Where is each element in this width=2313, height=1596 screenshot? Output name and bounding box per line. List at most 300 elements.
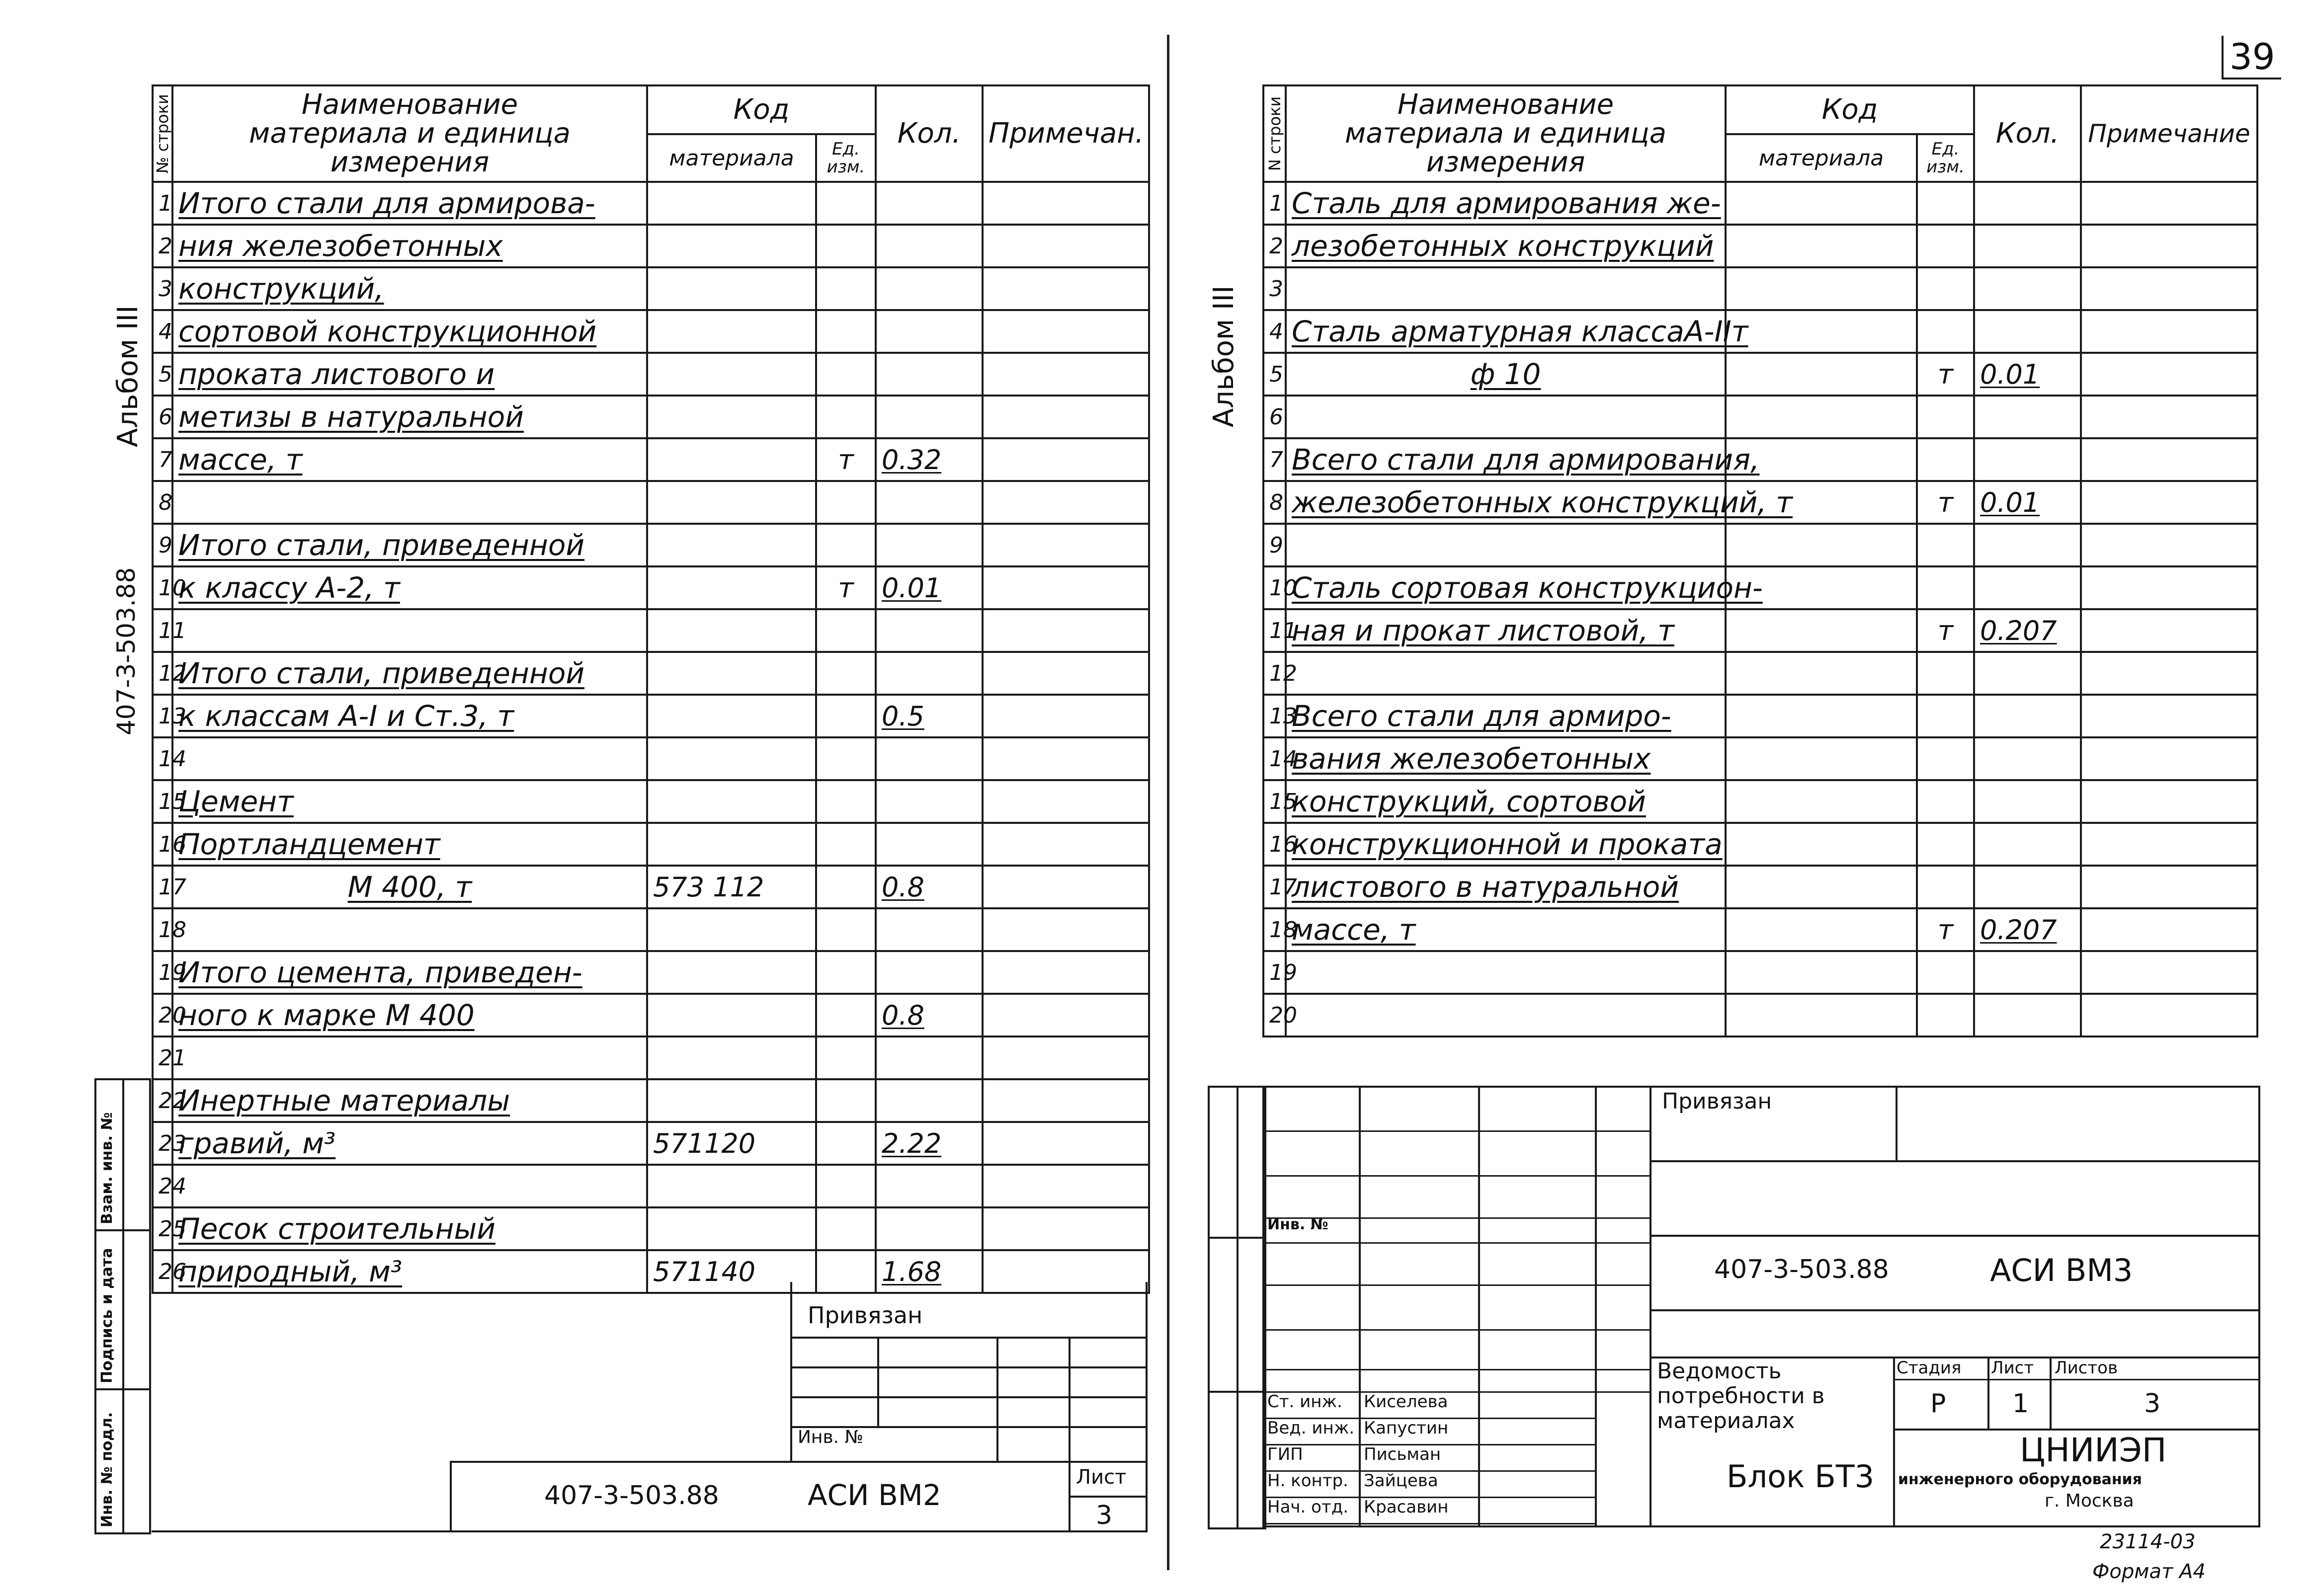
col-header-code-unit: Ед. изм. — [816, 134, 876, 182]
material-code — [1726, 908, 1917, 951]
note — [2081, 310, 2257, 353]
quantity — [1974, 310, 2081, 353]
row-number: 14 — [153, 737, 172, 780]
unit-of-measure — [816, 780, 876, 823]
quantity: 0.207 — [1974, 908, 2081, 951]
material-name: природный, м³ — [172, 1250, 647, 1293]
table-row — [1263, 695, 2257, 737]
row-number: 13 — [153, 695, 172, 737]
privyazan-label: Привязан — [808, 1302, 923, 1329]
material-code — [647, 780, 816, 823]
org-city: г. Москва — [2045, 1491, 2134, 1511]
row-number: 14 — [1263, 737, 1286, 780]
left-table-body — [153, 182, 1149, 1293]
material-name — [1286, 994, 1726, 1037]
material-name: Песок строительный — [172, 1207, 647, 1250]
quantity — [876, 1079, 983, 1122]
row-number: 18 — [153, 908, 172, 951]
row-number: 8 — [1263, 481, 1286, 524]
material-code — [647, 1165, 816, 1207]
material-name: гравий, м³ — [172, 1122, 647, 1165]
col-header-note-right: Примечание — [2081, 85, 2257, 182]
table-row — [153, 353, 1149, 396]
note — [983, 1165, 1149, 1207]
unit-of-measure: т — [1917, 908, 1974, 951]
document-title: Ведомость потребности в материалах — [1657, 1358, 1825, 1434]
material-code — [1726, 823, 1917, 866]
unit-of-measure — [1917, 823, 1974, 866]
unit-of-measure — [816, 994, 876, 1037]
note — [983, 609, 1149, 652]
row-number: 7 — [1263, 438, 1286, 481]
note — [2081, 225, 2257, 267]
material-name: массе, т — [1286, 908, 1726, 951]
row-number: 26 — [153, 1250, 172, 1293]
unit-of-measure — [1917, 780, 1974, 823]
table-row — [153, 737, 1149, 780]
material-code — [647, 1037, 816, 1079]
row-number: 15 — [153, 780, 172, 823]
table-row — [153, 695, 1149, 737]
privyazan-label-right: Привязан — [1662, 1089, 1772, 1114]
unit-of-measure — [816, 396, 876, 438]
sheet-label-right: Лист — [1991, 1358, 2034, 1378]
quantity: 0.01 — [876, 566, 983, 609]
table-row — [153, 267, 1149, 310]
table-row — [1263, 866, 2257, 908]
material-name: Сталь для армирования же- — [1286, 182, 1726, 225]
quantity — [876, 951, 983, 994]
unit-of-measure — [816, 951, 876, 994]
table-row — [1263, 994, 2257, 1037]
note — [983, 267, 1149, 310]
material-code — [647, 652, 816, 695]
quantity — [876, 225, 983, 267]
material-code — [647, 481, 816, 524]
quantity: 2.22 — [876, 1122, 983, 1165]
material-name: конструкционной и проката — [1286, 823, 1726, 866]
material-name: лезобетонных конструкций — [1286, 225, 1726, 267]
material-name — [172, 1165, 647, 1207]
row-number: 19 — [153, 951, 172, 994]
material-code — [647, 566, 816, 609]
quantity: 0.207 — [1974, 609, 2081, 652]
row-number: 16 — [1263, 823, 1286, 866]
material-name: конструкций, сортовой — [1286, 780, 1726, 823]
material-code — [1726, 695, 1917, 737]
quantity — [1974, 823, 2081, 866]
row-number: 12 — [153, 652, 172, 695]
right-sheet — [1158, 0, 2313, 1596]
material-name: Всего стали для армирования, — [1286, 438, 1726, 481]
stage-value: Р — [1930, 1389, 1946, 1419]
unit-of-measure — [1917, 396, 1974, 438]
left-sheet-label: Лист — [1076, 1466, 1127, 1489]
signature-name: Капустин — [1364, 1418, 1449, 1438]
table-row — [153, 994, 1149, 1037]
table-row — [153, 780, 1149, 823]
material-name — [1286, 951, 1726, 994]
unit-of-measure — [816, 267, 876, 310]
quantity: 0.01 — [1974, 481, 2081, 524]
sheet-value-right: 1 — [2012, 1389, 2029, 1419]
unit-of-measure: т — [816, 566, 876, 609]
left-title-block — [152, 1282, 1148, 1530]
material-code — [647, 396, 816, 438]
material-name: проката листового и — [172, 353, 647, 396]
stage-label: Стадия — [1897, 1358, 1962, 1378]
footer-code: 23114-03 — [2100, 1530, 2196, 1553]
col-header-name-right: Наименование материала и единица измерения — [1286, 85, 1726, 182]
note — [983, 695, 1149, 737]
row-number: 11 — [153, 609, 172, 652]
table-row — [1263, 823, 2257, 866]
row-number: 3 — [153, 267, 172, 310]
block-name: Блок БТ3 — [1727, 1458, 1875, 1495]
quantity — [876, 652, 983, 695]
row-number: 18 — [1263, 908, 1286, 951]
material-code — [1726, 652, 1917, 695]
signature-role: Вед. инж. — [1267, 1418, 1355, 1438]
material-name — [1286, 396, 1726, 438]
material-name — [172, 481, 647, 524]
note — [2081, 737, 2257, 780]
unit-of-measure — [816, 737, 876, 780]
unit-of-measure — [1917, 566, 1974, 609]
quantity — [1974, 737, 2081, 780]
material-code — [647, 609, 816, 652]
row-number: 13 — [1263, 695, 1286, 737]
note — [983, 438, 1149, 481]
signature-role: ГИП — [1267, 1444, 1303, 1464]
row-number: 3 — [1263, 267, 1286, 310]
material-code — [647, 951, 816, 994]
unit-of-measure — [1917, 652, 1974, 695]
material-name — [1286, 652, 1726, 695]
row-number: 22 — [153, 1079, 172, 1122]
material-code — [647, 225, 816, 267]
unit-of-measure — [1917, 438, 1974, 481]
col-header-code: Код — [647, 85, 876, 134]
unit-of-measure: т — [1917, 481, 1974, 524]
row-number: 17 — [1263, 866, 1286, 908]
quantity — [876, 1207, 983, 1250]
quantity: 0.32 — [876, 438, 983, 481]
unit-of-measure — [816, 609, 876, 652]
right-table-body — [1263, 182, 2257, 1037]
material-code — [1726, 737, 1917, 780]
unit-of-measure — [816, 866, 876, 908]
table-row — [1263, 908, 2257, 951]
col-header-code-material-right: материала — [1726, 134, 1917, 182]
unit-of-measure — [1917, 182, 1974, 225]
note — [983, 566, 1149, 609]
unit-of-measure — [816, 1207, 876, 1250]
material-code — [1726, 353, 1917, 396]
inv-no-label: Инв. № — [798, 1427, 864, 1447]
material-code — [647, 524, 816, 566]
material-name: ная и прокат листовой, т — [1286, 609, 1726, 652]
sheets-value: 3 — [2144, 1389, 2161, 1419]
material-name — [172, 737, 647, 780]
unit-of-measure — [816, 182, 876, 225]
unit-of-measure — [1917, 737, 1974, 780]
note — [2081, 695, 2257, 737]
col-header-code-right: Код — [1726, 85, 1974, 134]
table-row — [1263, 481, 2257, 524]
material-code — [1726, 310, 1917, 353]
material-code — [647, 353, 816, 396]
table-row — [153, 1207, 1149, 1250]
unit-of-measure — [816, 1122, 876, 1165]
material-name: к классам А-I и Ст.3, т — [172, 695, 647, 737]
material-name: Сталь арматурная классаА-IIт — [1286, 310, 1726, 353]
table-row — [153, 866, 1149, 908]
note — [983, 182, 1149, 225]
doc-code-vertical: 407-3-503.88 — [112, 567, 141, 735]
table-row — [1263, 438, 2257, 481]
table-row — [1263, 267, 2257, 310]
material-code — [647, 182, 816, 225]
signature-name: Письман — [1364, 1444, 1441, 1464]
quantity: 0.5 — [876, 695, 983, 737]
quantity — [876, 609, 983, 652]
quantity: 0.01 — [1974, 353, 2081, 396]
material-name: Итого стали для армирова- — [172, 182, 647, 225]
col-header-qty: Кол. — [876, 85, 983, 182]
signature-role: Ст. инж. — [1267, 1392, 1342, 1412]
table-row — [1263, 353, 2257, 396]
table-row — [153, 481, 1149, 524]
quantity — [876, 267, 983, 310]
row-number: 15 — [1263, 780, 1286, 823]
note — [983, 652, 1149, 695]
quantity — [876, 481, 983, 524]
material-code: 573 112 — [647, 866, 816, 908]
note — [2081, 780, 2257, 823]
note — [983, 1037, 1149, 1079]
quantity — [1974, 866, 2081, 908]
table-row — [153, 1037, 1149, 1079]
quantity — [1974, 780, 2081, 823]
row-number: 20 — [1263, 994, 1286, 1037]
table-row — [1263, 780, 2257, 823]
material-name: М 400, т — [172, 866, 647, 908]
table-row — [153, 225, 1149, 267]
material-code — [647, 695, 816, 737]
note — [983, 310, 1149, 353]
material-name: метизы в натуральной — [172, 396, 647, 438]
col-header-code-material: материала — [647, 134, 816, 182]
unit-of-measure — [816, 481, 876, 524]
left-doc-code: 407-3-503.88 — [544, 1481, 719, 1511]
footer-format: Формат А4 — [2092, 1560, 2206, 1583]
row-number: 4 — [153, 310, 172, 353]
table-row — [1263, 225, 2257, 267]
table-row — [1263, 737, 2257, 780]
margin-label-inv-original: Инв. № подл. — [98, 1412, 116, 1527]
material-name: ного к марке М 400 — [172, 994, 647, 1037]
quantity — [876, 310, 983, 353]
note — [2081, 994, 2257, 1037]
margin-label-replacement: Взам. инв. № — [98, 1112, 116, 1224]
note — [2081, 353, 2257, 396]
material-name: Итого стали, приведенной — [172, 524, 647, 566]
sheets-label: Листов — [2055, 1358, 2118, 1378]
table-row — [153, 1165, 1149, 1207]
note — [983, 353, 1149, 396]
album-label: Альбом III — [112, 305, 144, 447]
material-name: листового в натуральной — [1286, 866, 1726, 908]
material-code: 571140 — [647, 1250, 816, 1293]
material-code — [647, 908, 816, 951]
row-number: 6 — [1263, 396, 1286, 438]
material-name: ф 10 — [1286, 353, 1726, 396]
row-number: 12 — [1263, 652, 1286, 695]
unit-of-measure — [816, 353, 876, 396]
row-number: 11 — [1263, 609, 1286, 652]
unit-of-measure — [816, 1079, 876, 1122]
note — [983, 1207, 1149, 1250]
row-number: 10 — [153, 566, 172, 609]
col-header-qty-right: Кол. — [1974, 85, 2081, 182]
note — [2081, 267, 2257, 310]
row-number: 23 — [153, 1122, 172, 1165]
quantity — [1974, 438, 2081, 481]
row-number: 7 — [153, 438, 172, 481]
material-name: к классу А-2, т — [172, 566, 647, 609]
note — [983, 1079, 1149, 1122]
row-number: 1 — [1263, 182, 1286, 225]
unit-of-measure — [1917, 866, 1974, 908]
quantity — [1974, 225, 2081, 267]
row-number: 20 — [153, 994, 172, 1037]
material-name: Сталь сортовая конструкцион- — [1286, 566, 1726, 609]
material-name: Инертные материалы — [172, 1079, 647, 1122]
quantity: 1.68 — [876, 1250, 983, 1293]
col-header-row-right: N строки — [1263, 85, 1286, 182]
material-code — [1726, 524, 1917, 566]
quantity: 0.8 — [876, 866, 983, 908]
table-row — [153, 396, 1149, 438]
note — [983, 866, 1149, 908]
note — [983, 524, 1149, 566]
materials-table-left — [152, 84, 1150, 1294]
row-number: 9 — [153, 524, 172, 566]
unit-of-measure — [816, 695, 876, 737]
quantity — [876, 1037, 983, 1079]
row-number: 8 — [153, 481, 172, 524]
material-code — [1726, 780, 1917, 823]
table-row — [1263, 609, 2257, 652]
col-header-note: Примечан. — [983, 85, 1149, 182]
quantity — [876, 823, 983, 866]
note — [2081, 951, 2257, 994]
table-row — [153, 182, 1149, 225]
row-number: 25 — [153, 1207, 172, 1250]
material-name: железобетонных конструкций, т — [1286, 481, 1726, 524]
margin-stamp-column — [94, 1078, 151, 1534]
material-name: Всего стали для армиро- — [1286, 695, 1726, 737]
table-row — [153, 524, 1149, 566]
table-row — [153, 566, 1149, 609]
unit-of-measure — [816, 310, 876, 353]
quantity — [876, 182, 983, 225]
table-row — [1263, 396, 2257, 438]
table-row — [1263, 566, 2257, 609]
table-row — [153, 609, 1149, 652]
table-row — [1263, 182, 2257, 225]
material-code — [1726, 182, 1917, 225]
note — [2081, 866, 2257, 908]
signature-name: Зайцева — [1364, 1471, 1438, 1491]
table-row — [1263, 524, 2257, 566]
unit-of-measure — [816, 1165, 876, 1207]
material-name: сортовой конструкционной — [172, 310, 647, 353]
table-row — [1263, 652, 2257, 695]
material-name — [1286, 524, 1726, 566]
inv-no-label-right: Инв. № — [1267, 1216, 1328, 1233]
material-name: конструкций, — [172, 267, 647, 310]
col-header-name: Наименование материала и единица измерения — [172, 85, 647, 182]
material-code — [1726, 267, 1917, 310]
quantity — [876, 780, 983, 823]
note — [2081, 524, 2257, 566]
material-code — [1726, 396, 1917, 438]
material-code — [647, 1207, 816, 1250]
unit-of-measure — [816, 652, 876, 695]
table-row — [153, 1122, 1149, 1165]
quantity — [1974, 267, 2081, 310]
org-sub: инженерного оборудования — [1898, 1471, 2142, 1488]
quantity — [876, 737, 983, 780]
margin-label-signature: Подпись и дата — [98, 1248, 116, 1383]
signature-row-line — [1264, 1523, 1595, 1524]
signature-role: Н. контр. — [1267, 1471, 1348, 1491]
unit-of-measure — [1917, 994, 1974, 1037]
unit-of-measure — [816, 908, 876, 951]
unit-of-measure — [816, 524, 876, 566]
note — [983, 481, 1149, 524]
album-label-right: Альбом III — [1208, 285, 1240, 427]
note — [983, 994, 1149, 1037]
signature-name: Киселева — [1364, 1392, 1448, 1412]
table-row — [153, 310, 1149, 353]
row-number: 17 — [153, 866, 172, 908]
note — [983, 225, 1149, 267]
row-number: 16 — [153, 823, 172, 866]
table-row — [153, 652, 1149, 695]
margin-stamp-column-right — [1208, 1086, 1266, 1529]
note — [2081, 396, 2257, 438]
materials-table-right — [1262, 84, 2258, 1037]
unit-of-measure — [816, 1037, 876, 1079]
unit-of-measure: т — [1917, 353, 1974, 396]
quantity: 0.8 — [876, 994, 983, 1037]
table-row — [153, 908, 1149, 951]
material-name — [172, 609, 647, 652]
material-name: Портландцемент — [172, 823, 647, 866]
col-header-row: № строки — [153, 85, 172, 182]
material-name: Итого стали, приведенной — [172, 652, 647, 695]
quantity — [876, 524, 983, 566]
note — [983, 823, 1149, 866]
row-number: 6 — [153, 396, 172, 438]
table-row — [153, 951, 1149, 994]
note — [983, 908, 1149, 951]
material-code — [647, 994, 816, 1037]
note — [2081, 182, 2257, 225]
